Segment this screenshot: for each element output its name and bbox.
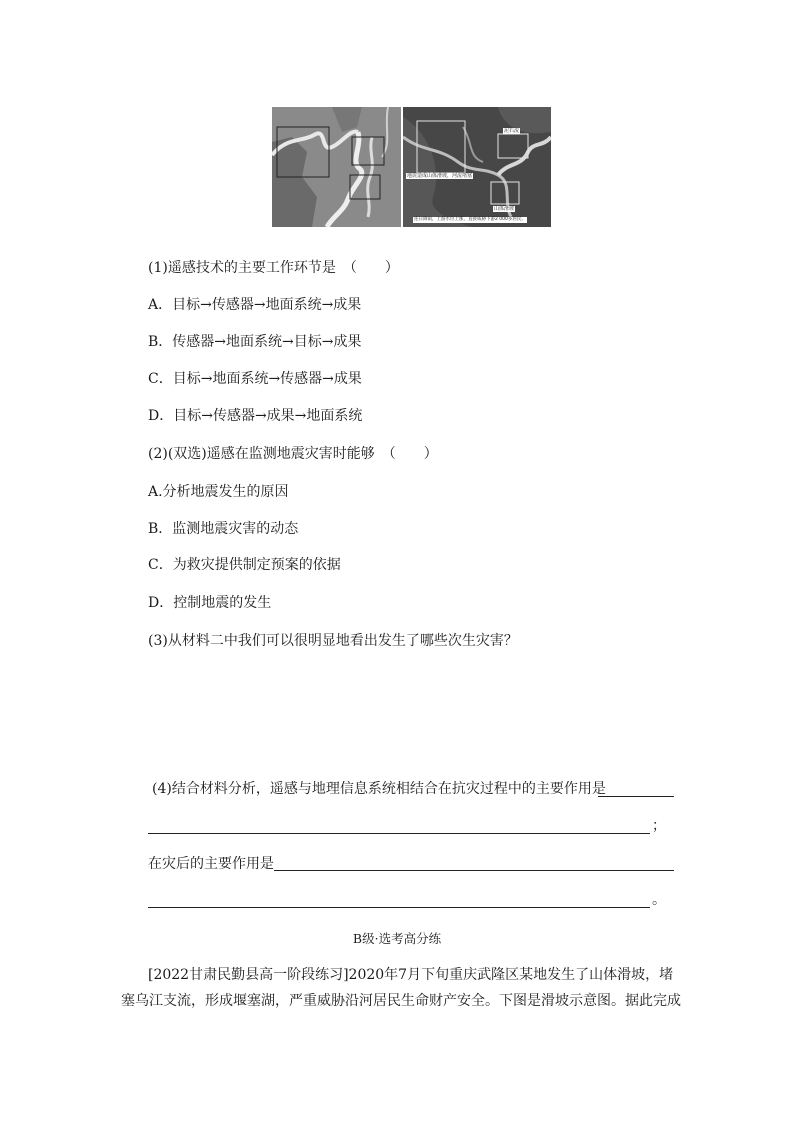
caption-landslide-dam: 地震造成山体滑坡，河流堵塞 <box>407 173 473 179</box>
section-b-intro-line-2: 塞乌江支流，形成堰塞湖，严重威胁沿河居民生命财产安全。下图是滑坡示意图。据此完成 <box>121 993 681 1009</box>
q4-after-label: 在灾后的主要作用是 <box>148 856 274 872</box>
q4-semicolon: ； <box>652 818 666 834</box>
caption-debris-flow: 泥石流 <box>504 128 520 134</box>
q4-answer-blank-1[interactable] <box>598 796 674 797</box>
q2-option-c: C．为救灾提供制定预案的依据 <box>148 557 341 573</box>
q4-answer-blank-2[interactable] <box>148 833 650 834</box>
section-b-intro-line-1: [2022甘肃民勤县高一阶段练习]2020年7月下旬重庆武隆区某地发生了山体滑坡，堵 <box>148 967 674 983</box>
q2-option-b: B．监测地震灾害的动态 <box>148 521 299 537</box>
q4-stem: (4)结合材料分析，遥感与地理信息系统相结合在抗灾过程中的主要作用是 <box>152 781 606 797</box>
q1-option-b: B．传感器→地面系统→目标→成果 <box>148 334 362 350</box>
q4-period: 。 <box>652 892 666 908</box>
q1-option-d: D．目标→传感器→成果→地面系统 <box>148 408 363 424</box>
satellite-figure <box>272 107 551 227</box>
q2-stem: (2)(双选)遥感在监测地震灾害时能够 （ ） <box>148 446 438 462</box>
q4-answer-blank-4[interactable] <box>148 907 650 908</box>
q3-stem: (3)从材料二中我们可以很明显地看出发生了哪些次生灾害？ <box>148 633 518 649</box>
q2-option-a: A.分析地震发生的原因 <box>148 484 289 500</box>
q1-option-c: C．目标→地面系统→传感器→成果 <box>148 371 362 387</box>
q2-option-d: D．控制地震的发生 <box>148 595 272 611</box>
q4-answer-blank-3[interactable] <box>274 870 674 871</box>
caption-collapse: 山体滑坡 <box>494 206 515 212</box>
satellite-image-before <box>272 107 401 227</box>
q1-option-a: A．目标→传感器→地面系统→成果 <box>148 297 362 313</box>
caption-barrier-lake: 连日降雨，上游水位上涨，直接威胁下游2 000多居民。 <box>414 217 526 222</box>
q1-stem: (1)遥感技术的主要工作环节是 （ ） <box>148 260 399 276</box>
satellite-image-after <box>403 107 551 227</box>
section-b-title: B级·选考高分练 <box>352 931 442 946</box>
